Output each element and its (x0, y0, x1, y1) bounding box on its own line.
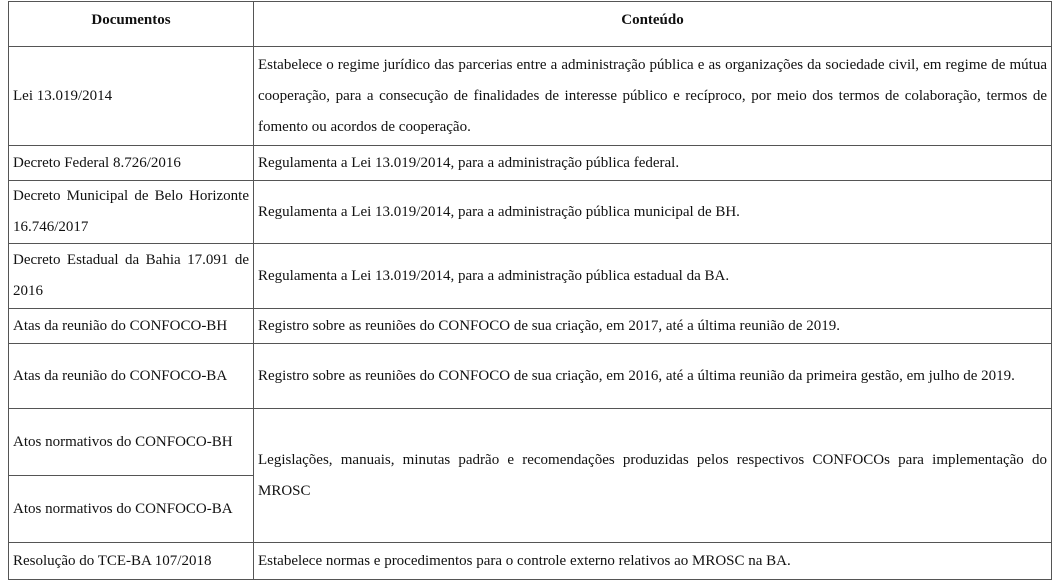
document-cell: Lei 13.019/2014 (9, 47, 254, 146)
table-row (9, 309, 1052, 344)
document-cell: Resolução do TCE-BA 107/2018 (9, 543, 254, 580)
content-cell: Registro sobre as reuniões do CONFOCO de sua criação, em 2017, até a última reunião de 2019. (254, 309, 1052, 344)
content-cell: Estabelece normas e procedimentos para o controle externo relativos ao MROSC na BA. (254, 543, 1052, 580)
table-row (9, 543, 1052, 580)
content-cell: Legislações, manuais, minutas padrão e recomendações produzidas pelos respectivos CONFOCOs para implementação do MROSC (254, 409, 1052, 543)
content-cell: Regulamenta a Lei 13.019/2014, para a administração pública municipal de BH. (254, 181, 1052, 244)
table-header-row (9, 2, 1052, 47)
header-conteudo: Conteúdo (254, 2, 1052, 47)
content-cell: Regulamenta a Lei 13.019/2014, para a administração pública federal. (254, 146, 1052, 181)
document-cell: Decreto Federal 8.726/2016 (9, 146, 254, 181)
documents-table (8, 1, 1052, 580)
document-cell: Atas da reunião do CONFOCO-BH (9, 309, 254, 344)
document-cell: Decreto Municipal de Belo Horizonte 16.746/2017 (9, 181, 254, 244)
document-cell: Atos normativos do CONFOCO-BH (9, 409, 254, 476)
table-row (9, 47, 1052, 146)
document-cell: Decreto Estadual da Bahia 17.091 de 2016 (9, 244, 254, 309)
table-row (9, 409, 1052, 476)
content-cell: Registro sobre as reuniões do CONFOCO de sua criação, em 2016, até a última reunião da primeira gestão, em julho de 2019. (254, 344, 1052, 409)
table-row (9, 146, 1052, 181)
document-cell: Atas da reunião do CONFOCO-BA (9, 344, 254, 409)
table-row (9, 344, 1052, 409)
table-row (9, 181, 1052, 244)
document-cell: Atos normativos do CONFOCO-BA (9, 476, 254, 543)
table-row (9, 244, 1052, 309)
content-cell: Estabelece o regime jurídico das parcerias entre a administração pública e as organizações da sociedade civil, em regime de mútua cooperação, para a consecução de finalidades de interesse público e recíproco, por meio dos termos de colaboração, termos de fomento ou acordos de cooperação. (254, 47, 1052, 146)
header-documentos: Documentos (9, 2, 254, 47)
content-cell: Regulamenta a Lei 13.019/2014, para a administração pública estadual da BA. (254, 244, 1052, 309)
